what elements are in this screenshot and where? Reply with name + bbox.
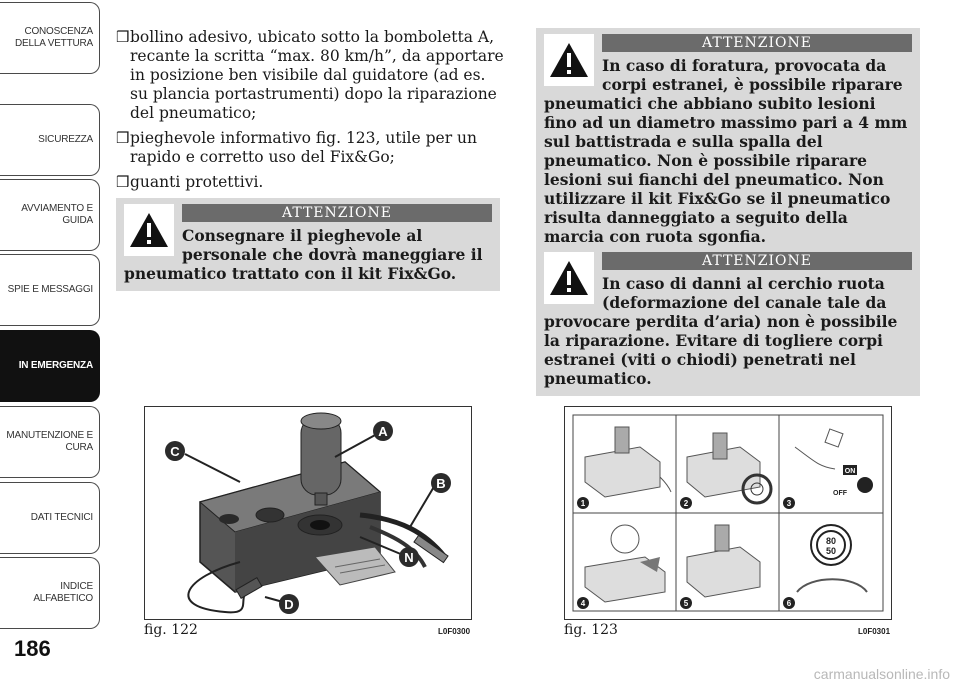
warning-text: In caso di foratura, provocata da corpi estranei, è possibile riparare pneumatici che abbiano subito lesioni fino ad un diametro massimo pari a 4 mm sul battistrada e sulla spalla del pneumatico. Non è possibile riparare lesioni sui fianchi del pneumatico. Non utilizzare il kit Fix&Go se il pneumatico risulta danneggiato a seguito della marcia con ruota sgonfia. xyxy=(544,56,908,246)
tab-spie[interactable]: SPIE E MESSAGGI xyxy=(0,254,100,326)
figure-fold-out-leaflet xyxy=(564,406,892,620)
list-item xyxy=(116,129,504,167)
on-label: ON xyxy=(844,468,856,475)
warning-box xyxy=(536,246,920,396)
list-item xyxy=(116,173,504,192)
figure-code: L0F0301 xyxy=(858,627,891,636)
list-item-text: pieghevole informativo fig. 123, utile per un rapido e corretto uso del Fix&Go; xyxy=(130,129,478,166)
page-number: 186 xyxy=(14,636,51,661)
step-4 xyxy=(577,597,589,609)
svg-text:2: 2 xyxy=(683,499,689,508)
callout-c xyxy=(165,441,185,461)
warning-triangle-icon xyxy=(544,252,594,304)
watermark: carmanualsonline.info xyxy=(813,666,950,682)
checkbox-bullet-icon: ❒ xyxy=(116,28,130,46)
svg-text:B: B xyxy=(436,476,446,491)
callout-a xyxy=(373,421,393,441)
svg-text:4: 4 xyxy=(580,599,586,608)
step-1 xyxy=(577,497,589,509)
svg-text:A: A xyxy=(378,424,388,439)
figure-caption: fig. 123 xyxy=(564,622,618,638)
warning-title: ATTENZIONE xyxy=(182,204,492,222)
list-item-text: bollino adesivo, ubicato sotto la bomboletta A, recante la scritta “max. 80 km/h”, da apportare in posizione ben visibile dal guidatore (ad es. su plancia portastrumenti) dopo la riparazione del pneumatico; xyxy=(130,28,504,122)
callout-d xyxy=(279,594,299,614)
checkbox-bullet-icon: ❒ xyxy=(116,129,130,147)
compressor-illustration xyxy=(145,407,471,619)
tab-in-emergenza[interactable]: IN EMERGENZA xyxy=(0,330,100,402)
warning-triangle-icon xyxy=(544,34,594,86)
step-2 xyxy=(680,497,692,509)
warning-triangle-icon xyxy=(124,204,174,256)
tab-indice[interactable]: INDICE ALFABETICO xyxy=(0,557,100,629)
warning-box xyxy=(116,198,500,291)
warning-text: Consegnare il pieghevole al personale che dovrà maneggiare il pneumatico trattato con il kit Fix&Go. xyxy=(124,226,483,283)
list-item-text: guanti protettivi. xyxy=(130,173,264,191)
svg-text:3: 3 xyxy=(786,499,792,508)
tab-manutenzione[interactable]: MANUTENZIONE E CURA xyxy=(0,406,100,478)
svg-text:N: N xyxy=(404,550,414,565)
bullet-list xyxy=(116,28,504,198)
speed-label-bottom: 50 xyxy=(825,546,837,556)
step-5 xyxy=(680,597,692,609)
svg-text:1: 1 xyxy=(580,499,586,508)
leaflet-illustration xyxy=(565,407,891,619)
warning-box xyxy=(536,28,920,254)
tab-conoscenza[interactable]: CONOSCENZA DELLA VETTURA xyxy=(0,2,100,74)
figure-caption: fig. 122 xyxy=(144,622,198,638)
tab-avviamento[interactable]: AVVIAMENTO E GUIDA xyxy=(0,179,100,251)
step-6 xyxy=(783,597,795,609)
figure-code: L0F0300 xyxy=(438,627,471,636)
list-item xyxy=(116,28,504,123)
svg-text:5: 5 xyxy=(683,599,689,608)
speed-label-top: 80 xyxy=(825,536,837,546)
svg-text:C: C xyxy=(170,444,180,459)
warning-title: ATTENZIONE xyxy=(602,34,912,52)
tab-dati-tecnici[interactable]: DATI TECNICI xyxy=(0,482,100,554)
off-label: OFF xyxy=(833,490,847,497)
step-3 xyxy=(783,497,795,509)
callout-n xyxy=(399,547,419,567)
svg-text:D: D xyxy=(284,597,294,612)
svg-text:6: 6 xyxy=(786,599,792,608)
tab-sicurezza[interactable]: SICUREZZA xyxy=(0,104,100,176)
warning-title: ATTENZIONE xyxy=(602,252,912,270)
figure-fix-and-go-kit xyxy=(144,406,472,620)
checkbox-bullet-icon: ❒ xyxy=(116,173,130,191)
warning-text: In caso di danni al cerchio ruota (deformazione del canale tale da provocare perdita d’aria) non è possibile la riparazione. Evitare di togliere corpi estranei (viti o chiodi) penetrati nel pneumatico. xyxy=(544,274,898,388)
callout-b xyxy=(431,473,451,493)
